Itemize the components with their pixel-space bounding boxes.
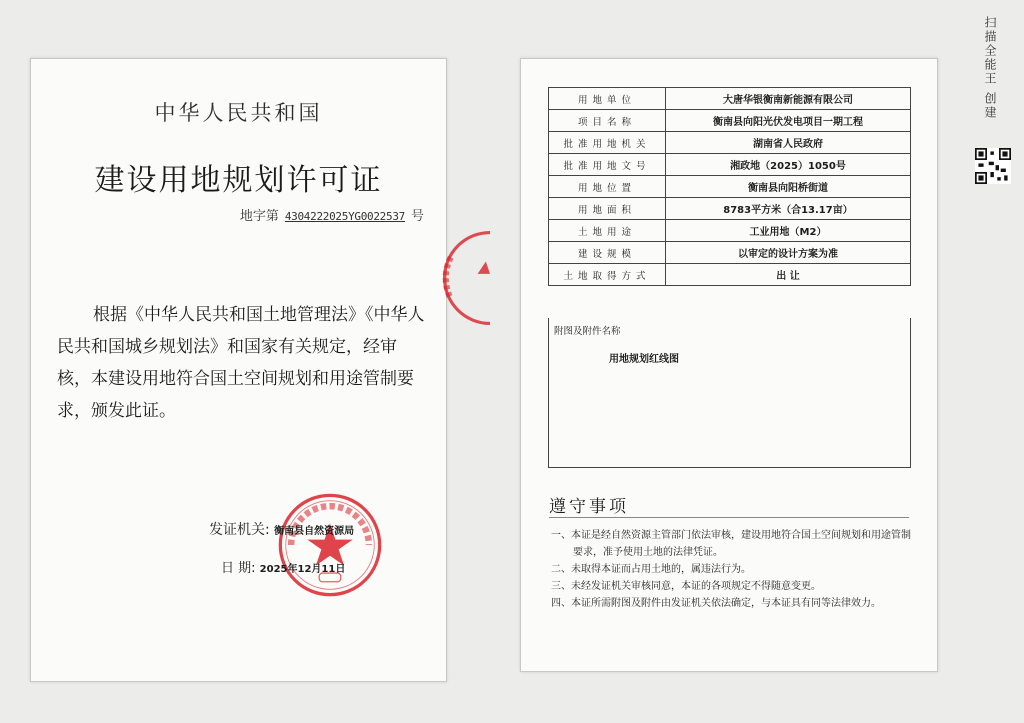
notice-item: 三、未经发证机关审核同意，本证的各项规定不得随意变更。 <box>551 581 821 592</box>
notice-heading: 遵守事项 <box>549 497 629 517</box>
info-row <box>549 110 911 132</box>
notice-item: 四、本证所需附图及附件由发证机关依法确定，与本证具有同等法律效力。 <box>551 598 881 609</box>
info-row-label: 用地面积 <box>549 198 666 220</box>
info-row-label: 用地单位 <box>549 88 666 110</box>
attachments-box <box>548 318 911 468</box>
attachments-value: 用地规划红线图 <box>609 354 679 365</box>
info-row-label: 批准用地文号 <box>549 154 666 176</box>
land-info-table <box>548 87 911 286</box>
issuer-value: 衡南县自然资源局 <box>274 526 355 537</box>
info-row-value: 大唐华银衡南新能源有限公司 <box>666 88 911 110</box>
notice-item: 二、未取得本证而占用土地的，属违法行为。 <box>551 564 751 575</box>
certificate-number <box>240 205 424 224</box>
certificate-cover-page <box>30 58 447 682</box>
certificate-body-text: 根据《中华人民共和国土地管理法》《中华人民共和国城乡规划法》和国家有关规定，经审核，本建设用地符合国土空间规划和用途管制要求，颁发此证。 <box>57 305 425 421</box>
info-row-value: 以审定的设计方案为准 <box>666 242 911 264</box>
official-seal-icon <box>276 491 384 599</box>
info-row <box>549 242 911 264</box>
info-row-label: 土地取得方式 <box>549 264 666 286</box>
attachments-label: 附图及附件名称 <box>554 326 621 337</box>
notice-item: 一、本证是经自然资源主管部门依法审核，建设用地符合国土空间规划和用途管制要求，准予使用土地的法律凭证。 <box>551 530 911 558</box>
scanner-watermark: 扫描全能王 创建 <box>983 16 997 120</box>
info-row-value: 工业用地（M2） <box>666 220 911 242</box>
info-row <box>549 264 911 286</box>
info-row-value: 出 让 <box>666 264 911 286</box>
info-row <box>549 176 911 198</box>
issuer-label: 发证机关: <box>209 522 270 538</box>
info-row-value: 衡南县向阳光伏发电项目一期工程 <box>666 110 911 132</box>
info-row <box>549 154 911 176</box>
info-row-value: 湖南省人民政府 <box>666 132 911 154</box>
date-label: 日 期: <box>221 561 256 576</box>
info-row-label: 批准用地机关 <box>549 132 666 154</box>
certificate-title: 建设用地规划许可证 <box>94 163 383 198</box>
info-row <box>549 132 911 154</box>
info-row <box>549 88 911 110</box>
notice-list <box>551 527 911 612</box>
notice-divider <box>549 517 909 518</box>
number-prefix: 地字第 <box>239 209 279 224</box>
info-row-label: 用地位置 <box>549 176 666 198</box>
date-value: 2025年12月11日 <box>259 564 346 575</box>
info-row-value: 衡南县向阳桥街道 <box>666 176 911 198</box>
info-row-label: 项目名称 <box>549 110 666 132</box>
info-row-value: 湘政地（2025）1050号 <box>666 154 911 176</box>
info-row <box>549 198 911 220</box>
number-value: 4304222025YG0022537 <box>284 210 405 223</box>
qr-code-icon <box>975 148 1011 184</box>
cross-page-seal-icon <box>428 224 490 332</box>
info-row-label: 建设规模 <box>549 242 666 264</box>
country-title: 中华人民共和国 <box>154 101 323 125</box>
certificate-details-page <box>520 58 938 672</box>
info-row <box>549 220 911 242</box>
info-row-label: 土地用途 <box>549 220 666 242</box>
info-row-value: 8783平方米（合13.17亩） <box>666 198 911 220</box>
number-suffix: 号 <box>410 209 424 224</box>
